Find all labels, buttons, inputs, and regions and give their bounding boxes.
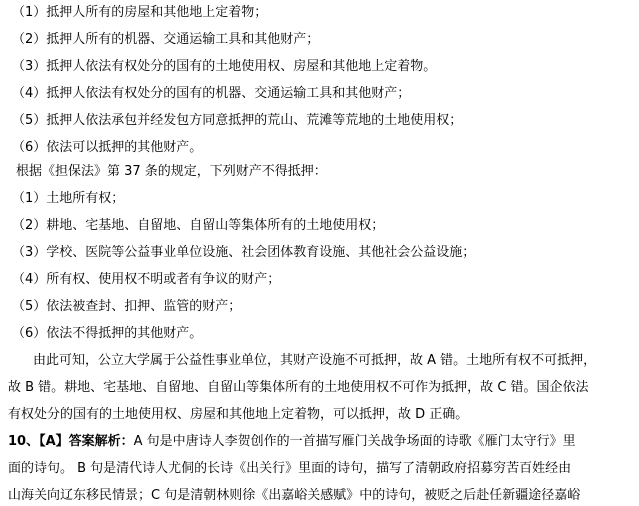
question-10-text: A 句是中唐诗人李贺创作的一首描写雁门关战争场面的诗歌《雁门太守行》里 xyxy=(133,434,576,449)
list1-item-2: （2）抵押人所有的机器、交通运输工具和其他财产； xyxy=(12,32,320,47)
question-number: 10、 xyxy=(8,434,40,449)
list1-item-4: （4）抵押人依法有权处分的国有的机器、交通运输工具和其他财产； xyxy=(12,86,411,101)
list2-item-1: （1）土地所有权； xyxy=(12,191,125,206)
intro-paragraph: 根据《担保法》第 37 条的规定，下列财产不得抵押： xyxy=(16,164,327,179)
conclusion-line-1: 由此可知，公立大学属于公益性事业单位，其财产设施不可抵押，故 A 错。土地所有权不可抵押， xyxy=(33,353,597,368)
conclusion-line-2: 故 B 错。耕地、宅基地、自留地、自留山等集体所有的土地使用权不可作为抵押，故 C 错。国企依法 xyxy=(8,380,589,395)
question-10-line-3: 山海关向辽东移民情景；C 句是清朝林则徐《出嘉峪关感赋》中的诗句，被贬之后赴任新疆途径嘉峪 xyxy=(8,488,581,503)
list1-item-5: （5）抵押人依法承包并经发包方同意抵押的荒山、荒滩等荒地的土地使用权； xyxy=(12,113,463,128)
list2-item-6: （6）依法不得抵押的其他财产。 xyxy=(12,326,203,341)
list2-item-3: （3）学校、医院等公益事业单位设施、社会团体教育设施、其他社会公益设施； xyxy=(12,245,476,260)
list1-item-6: （6）依法可以抵押的其他财产。 xyxy=(12,140,203,155)
answer-tag: 【A】答案解析： xyxy=(39,434,134,449)
list2-item-4: （4）所有权、使用权不明或者有争议的财产； xyxy=(12,272,281,287)
question-10-line-2: 面的诗句。 B 句是清代诗人尤侗的长诗《出关行》里面的诗句，描写了清朝政府招募穷苦百姓经由 xyxy=(8,461,572,476)
list1-item-3: （3）抵押人依法有权处分的国有的土地使用权、房屋和其他地上定着物。 xyxy=(12,59,437,74)
conclusion-line-3: 有权处分的国有的土地使用权、房屋和其他地上定着物，可以抵押，故 D 正确。 xyxy=(8,407,469,422)
question-10-line-1 xyxy=(8,433,576,451)
list2-item-2: （2）耕地、宅基地、自留地、自留山等集体所有的土地使用权； xyxy=(12,218,385,233)
list2-item-5: （5）依法被查封、扣押、监管的财产； xyxy=(12,299,242,314)
list1-item-1: （1）抵押人所有的房屋和其他地上定着物； xyxy=(12,5,268,20)
